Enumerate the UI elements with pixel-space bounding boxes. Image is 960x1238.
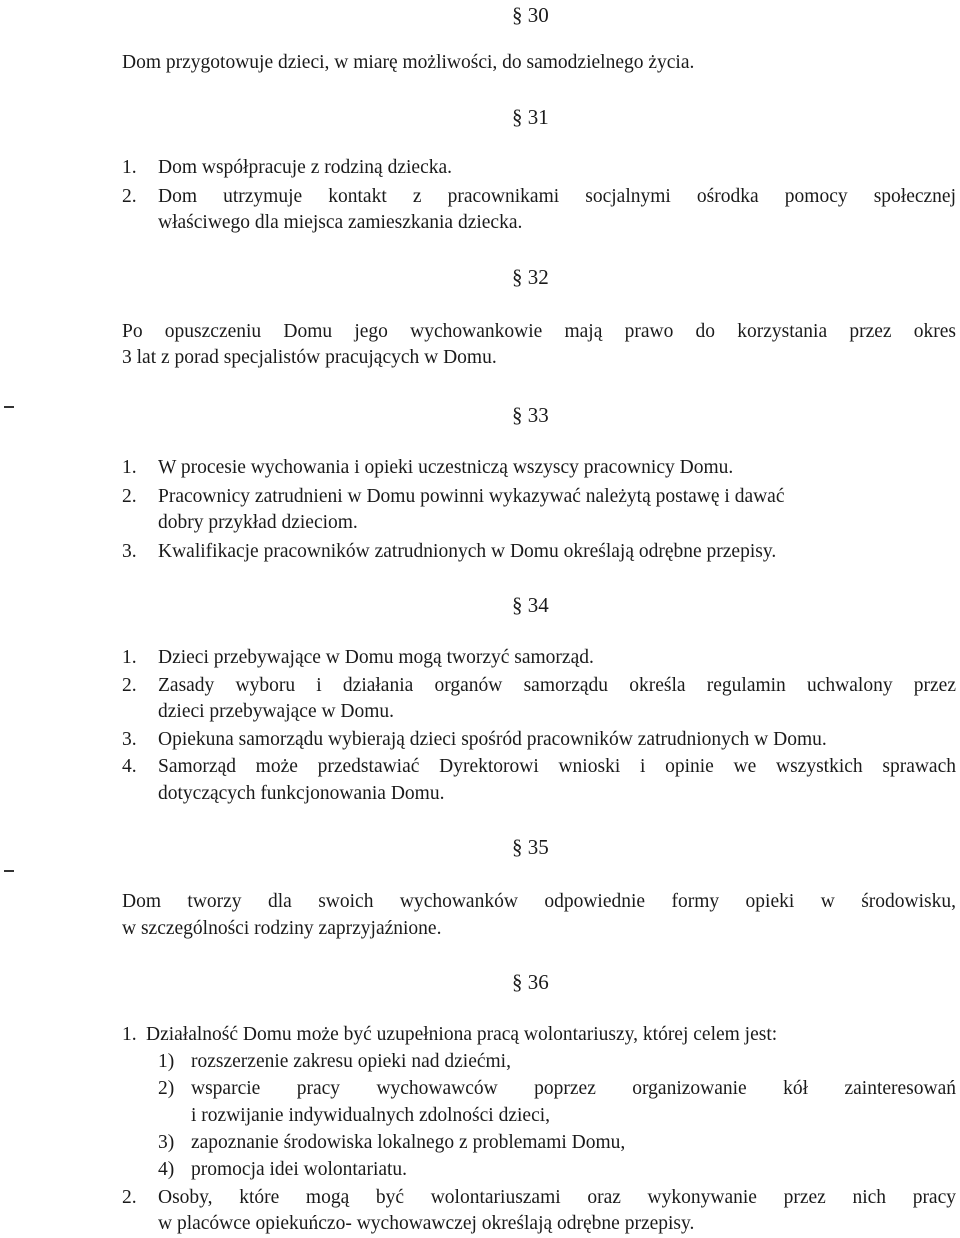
section-31-item-2-number: 2. bbox=[122, 186, 137, 207]
section-heading-35: § 35 bbox=[512, 835, 549, 859]
section-36-subitem-4-text: promocja idei wolontariatu. bbox=[191, 1159, 408, 1180]
section-33-item-3-number: 3. bbox=[122, 541, 137, 562]
section-34-item-1-number: 1. bbox=[122, 647, 137, 668]
section-heading-34: § 34 bbox=[512, 593, 549, 617]
section-31-item-2-line-1: Dom utrzymuje kontakt z pracownikami socjalnymi ośrodka pomocy społecznej bbox=[158, 186, 956, 207]
margin-mark bbox=[4, 406, 14, 408]
margin-mark bbox=[4, 870, 14, 872]
section-31-item-1-text: Dom współpracuje z rodziną dziecka. bbox=[158, 157, 453, 178]
section-33-item-2-line-2: dobry przykład dzieciom. bbox=[158, 512, 358, 533]
section-36-item-2-line-1: Osoby, które mogą być wolontariuszami oraz wykonywanie przez nich pracy bbox=[158, 1187, 956, 1208]
section-33-item-2-number: 2. bbox=[122, 486, 137, 507]
section-34-item-3-text: Opiekuna samorządu wybierają dzieci spośród pracowników zatrudnionych w Domu. bbox=[158, 729, 827, 750]
section-heading-36: § 36 bbox=[512, 970, 549, 994]
section-heading-30: § 30 bbox=[512, 3, 549, 27]
section-34-item-4-number: 4. bbox=[122, 756, 137, 777]
section-36-item-2-number: 2. bbox=[122, 1187, 137, 1208]
section-34-item-3-number: 3. bbox=[122, 729, 137, 750]
section-34-item-1-text: Dzieci przebywające w Domu mogą tworzyć samorząd. bbox=[158, 647, 594, 668]
section-31-item-1-number: 1. bbox=[122, 157, 137, 178]
section-36-item-2-line-2: w placówce opiekuńczo- wychowawczej określają odrębne przepisy. bbox=[158, 1213, 695, 1234]
section-31-item-2-line-2: właściwego dla miejsca zamieszkania dziecka. bbox=[158, 212, 523, 233]
section-36-subitem-2-line-2: i rozwijanie indywidualnych zdolności dzieci, bbox=[191, 1105, 551, 1126]
section-34-item-4-line-2: dotyczących funkcjonowania Domu. bbox=[158, 783, 445, 804]
section-34-item-2-line-2: dzieci przebywające w Domu. bbox=[158, 701, 395, 722]
section-34-item-4-line-1: Samorząd może przedstawiać Dyrektorowi wnioski i opinie we wszystkich sprawach bbox=[158, 756, 956, 777]
section-36-subitem-2-number: 2) bbox=[158, 1078, 175, 1099]
section-34-item-2-line-1: Zasady wyboru i działania organów samorządu określa regulamin uchwalony przez bbox=[158, 675, 956, 696]
section-35-line-2: w szczególności rodziny zaprzyjaźnione. bbox=[122, 918, 442, 939]
section-heading-32: § 32 bbox=[512, 265, 549, 289]
section-32-line-1: Po opuszczeniu Domu jego wychowankowie mają prawo do korzystania przez okres bbox=[122, 321, 956, 342]
section-36-subitem-3-text: zapoznanie środowiska lokalnego z problemami Domu, bbox=[191, 1132, 626, 1153]
section-30-text: Dom przygotowuje dzieci, w miarę możliwości, do samodzielnego życia. bbox=[122, 52, 695, 73]
section-36-subitem-4-number: 4) bbox=[158, 1159, 175, 1180]
section-32-line-2: 3 lat z porad specjalistów pracujących w Domu. bbox=[122, 347, 497, 368]
section-36-subitem-1-text: rozszerzenie zakresu opieki nad dziećmi, bbox=[191, 1051, 511, 1072]
section-36-subitem-2-line-1: wsparcie pracy wychowawców poprzez organizowanie kół zainteresowań bbox=[191, 1078, 956, 1099]
section-34-item-2-number: 2. bbox=[122, 675, 137, 696]
section-33-item-2-line-1: Pracownicy zatrudnieni w Domu powinni wykazywać należytą postawę i dawać bbox=[158, 486, 785, 507]
section-36-subitem-3-number: 3) bbox=[158, 1132, 175, 1153]
section-heading-33: § 33 bbox=[512, 403, 549, 427]
section-33-item-1-text: W procesie wychowania i opieki uczestniczą wszyscy pracownicy Domu. bbox=[158, 457, 734, 478]
section-36-subitem-1-number: 1) bbox=[158, 1051, 175, 1072]
section-heading-31: § 31 bbox=[512, 105, 549, 129]
section-35-line-1: Dom tworzy dla swoich wychowanków odpowiednie formy opieki w środowisku, bbox=[122, 891, 956, 912]
section-36-item-1-number: 1. bbox=[122, 1024, 137, 1045]
section-36-item-1-text: Działalność Domu może być uzupełniona pracą wolontariuszy, której celem jest: bbox=[146, 1024, 778, 1045]
section-33-item-3-text: Kwalifikacje pracowników zatrudnionych w Domu określają odrębne przepisy. bbox=[158, 541, 777, 562]
section-33-item-1-number: 1. bbox=[122, 457, 137, 478]
